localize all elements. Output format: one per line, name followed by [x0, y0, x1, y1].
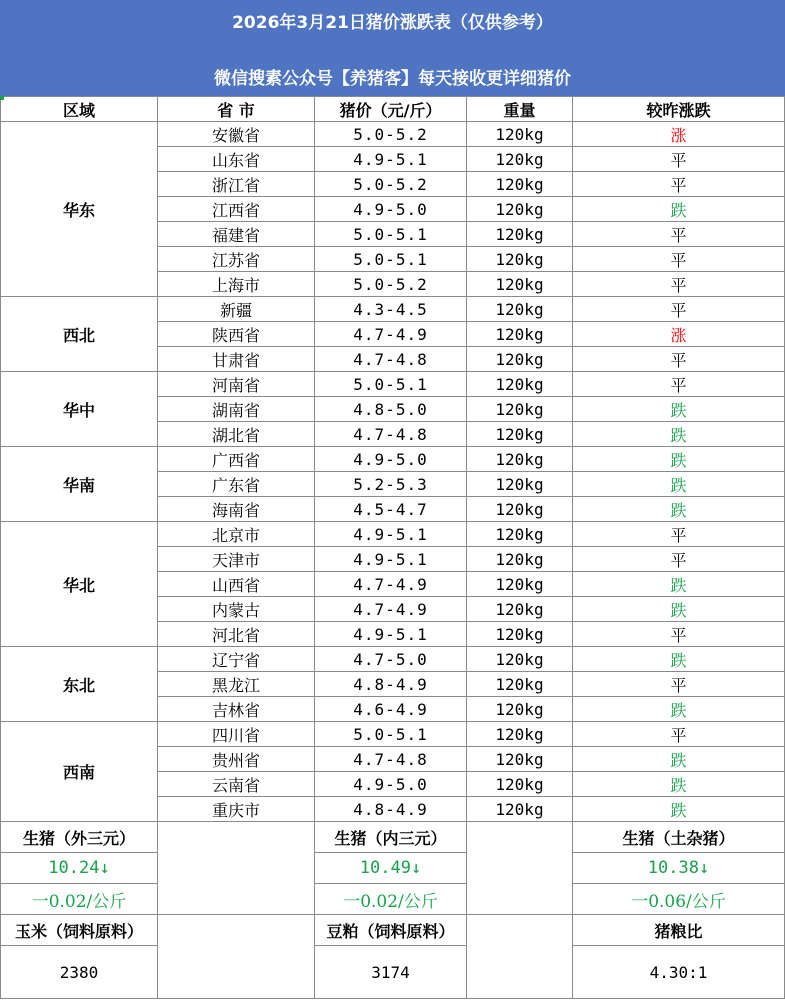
weight-cell: 120kg — [467, 497, 573, 522]
table-row — [1, 447, 785, 472]
hog-outer-label: 生猪（外三元） — [1, 822, 158, 853]
change-cell: 跌 — [573, 747, 785, 772]
province-cell: 湖北省 — [158, 422, 315, 447]
price-cell: 4.9-5.1 — [315, 547, 467, 572]
summary-price-row — [1, 853, 785, 884]
change-cell: 跌 — [573, 597, 785, 622]
weight-cell: 120kg — [467, 472, 573, 497]
price-cell: 5.0-5.1 — [315, 372, 467, 397]
summary-blank-cell — [467, 822, 573, 915]
hog-native-change: 一0.06/公斤 — [573, 884, 785, 915]
province-cell: 广东省 — [158, 472, 315, 497]
weight-cell: 120kg — [467, 647, 573, 672]
change-cell: 跌 — [573, 197, 785, 222]
change-cell: 跌 — [573, 472, 785, 497]
weight-cell: 120kg — [467, 122, 573, 147]
header-region: 区域 — [1, 97, 158, 122]
region-name: 西南 — [1, 722, 158, 822]
price-cell: 5.0-5.2 — [315, 272, 467, 297]
province-cell: 山西省 — [158, 572, 315, 597]
price-cell: 5.0-5.1 — [315, 247, 467, 272]
province-cell: 北京市 — [158, 522, 315, 547]
price-cell: 4.8-4.9 — [315, 672, 467, 697]
weight-cell: 120kg — [467, 272, 573, 297]
table-row — [1, 297, 785, 322]
province-cell: 吉林省 — [158, 697, 315, 722]
price-cell: 4.5-4.7 — [315, 497, 467, 522]
header-weight: 重量 — [467, 97, 573, 122]
change-cell: 跌 — [573, 572, 785, 597]
region-name: 华中 — [1, 372, 158, 447]
price-table-body — [1, 97, 785, 822]
weight-cell: 120kg — [467, 297, 573, 322]
price-cell: 4.9-5.0 — [315, 447, 467, 472]
price-cell: 4.6-4.9 — [315, 697, 467, 722]
price-cell: 4.7-4.9 — [315, 322, 467, 347]
price-cell: 4.7-5.0 — [315, 647, 467, 672]
hog-inner-label: 生猪（内三元） — [315, 822, 467, 853]
weight-cell: 120kg — [467, 747, 573, 772]
price-cell: 4.8-4.9 — [315, 797, 467, 822]
hog-inner-change: 一0.02/公斤 — [315, 884, 467, 915]
price-cell: 4.3-4.5 — [315, 297, 467, 322]
weight-cell: 120kg — [467, 797, 573, 822]
corn-label: 玉米（饲料原料） — [1, 915, 158, 946]
province-cell: 湖南省 — [158, 397, 315, 422]
province-cell: 贵州省 — [158, 747, 315, 772]
province-cell: 四川省 — [158, 722, 315, 747]
province-cell: 山东省 — [158, 147, 315, 172]
province-cell: 辽宁省 — [158, 647, 315, 672]
change-cell: 平 — [573, 272, 785, 297]
province-cell: 内蒙古 — [158, 597, 315, 622]
price-cell: 4.7-4.9 — [315, 597, 467, 622]
change-cell: 平 — [573, 522, 785, 547]
change-cell: 平 — [573, 297, 785, 322]
province-cell: 安徽省 — [158, 122, 315, 147]
price-cell: 5.0-5.2 — [315, 172, 467, 197]
header-price: 猪价（元/斤） — [315, 97, 467, 122]
weight-cell: 120kg — [467, 772, 573, 797]
price-cell: 5.0-5.1 — [315, 222, 467, 247]
change-cell: 平 — [573, 722, 785, 747]
region-name: 华北 — [1, 522, 158, 647]
change-cell: 平 — [573, 622, 785, 647]
weight-cell: 120kg — [467, 372, 573, 397]
weight-cell: 120kg — [467, 397, 573, 422]
price-cell: 5.2-5.3 — [315, 472, 467, 497]
summary-blank-cell — [158, 915, 315, 999]
province-cell: 重庆市 — [158, 797, 315, 822]
feed-label-row — [1, 915, 785, 946]
weight-cell: 120kg — [467, 347, 573, 372]
ratio-label: 猪粮比 — [573, 915, 785, 946]
change-cell: 平 — [573, 547, 785, 572]
province-cell: 浙江省 — [158, 172, 315, 197]
ratio-value: 4.30:1 — [573, 946, 785, 999]
province-cell: 天津市 — [158, 547, 315, 572]
price-cell: 4.9-5.1 — [315, 622, 467, 647]
weight-cell: 120kg — [467, 247, 573, 272]
price-cell: 4.8-5.0 — [315, 397, 467, 422]
table-row — [1, 122, 785, 147]
soymeal-value: 3174 — [315, 946, 467, 999]
header-row — [1, 97, 785, 122]
soymeal-label: 豆粕（饲料原料） — [315, 915, 467, 946]
page-subtitle: 微信搜素公众号【养猪客】每天接收更详细猪价 — [214, 69, 571, 89]
change-cell: 平 — [573, 247, 785, 272]
corn-value: 2380 — [1, 946, 158, 999]
province-cell: 江苏省 — [158, 247, 315, 272]
table-row — [1, 522, 785, 547]
change-cell: 跌 — [573, 647, 785, 672]
weight-cell: 120kg — [467, 697, 573, 722]
summary-blank-cell — [467, 915, 573, 999]
weight-cell: 120kg — [467, 597, 573, 622]
price-cell: 4.7-4.8 — [315, 422, 467, 447]
hog-native-label: 生猪（土杂猪） — [573, 822, 785, 853]
hog-outer-price: 10.24↓ — [1, 853, 158, 884]
summary-label-row — [1, 822, 785, 853]
table-row — [1, 647, 785, 672]
change-cell: 跌 — [573, 447, 785, 472]
header-province: 省 市 — [158, 97, 315, 122]
price-cell: 4.7-4.8 — [315, 747, 467, 772]
province-cell: 海南省 — [158, 497, 315, 522]
weight-cell: 120kg — [467, 222, 573, 247]
region-name: 华东 — [1, 122, 158, 297]
weight-cell: 120kg — [467, 522, 573, 547]
price-cell: 4.9-5.1 — [315, 147, 467, 172]
province-cell: 云南省 — [158, 772, 315, 797]
weight-cell: 120kg — [467, 572, 573, 597]
weight-cell: 120kg — [467, 322, 573, 347]
price-cell: 5.0-5.1 — [315, 722, 467, 747]
hog-native-price: 10.38↓ — [573, 853, 785, 884]
change-cell: 跌 — [573, 397, 785, 422]
summary-change-row — [1, 884, 785, 915]
weight-cell: 120kg — [467, 672, 573, 697]
region-name: 东北 — [1, 647, 158, 722]
province-cell: 河北省 — [158, 622, 315, 647]
price-cell: 4.7-4.9 — [315, 572, 467, 597]
table-row — [1, 722, 785, 747]
province-cell: 河南省 — [158, 372, 315, 397]
weight-cell: 120kg — [467, 197, 573, 222]
province-cell: 福建省 — [158, 222, 315, 247]
change-cell: 平 — [573, 672, 785, 697]
change-cell: 涨 — [573, 322, 785, 347]
feed-value-row — [1, 946, 785, 999]
change-cell: 跌 — [573, 772, 785, 797]
change-cell: 平 — [573, 372, 785, 397]
header-change: 较昨涨跌 — [573, 97, 785, 122]
summary-section — [1, 822, 785, 999]
weight-cell: 120kg — [467, 447, 573, 472]
province-cell: 黑龙江 — [158, 672, 315, 697]
province-cell: 上海市 — [158, 272, 315, 297]
change-cell: 平 — [573, 172, 785, 197]
price-cell: 5.0-5.2 — [315, 122, 467, 147]
weight-cell: 120kg — [467, 622, 573, 647]
change-cell: 跌 — [573, 697, 785, 722]
hog-inner-price: 10.49↓ — [315, 853, 467, 884]
weight-cell: 120kg — [467, 147, 573, 172]
change-cell: 跌 — [573, 422, 785, 447]
weight-cell: 120kg — [467, 422, 573, 447]
province-cell: 陕西省 — [158, 322, 315, 347]
region-name: 西北 — [1, 297, 158, 372]
weight-cell: 120kg — [467, 722, 573, 747]
region-name: 华南 — [1, 447, 158, 522]
province-cell: 甘肃省 — [158, 347, 315, 372]
price-cell: 4.9-5.0 — [315, 772, 467, 797]
cell-corner-mark — [0, 96, 4, 100]
price-cell: 4.7-4.8 — [315, 347, 467, 372]
price-cell: 4.9-5.0 — [315, 197, 467, 222]
change-cell: 跌 — [573, 497, 785, 522]
change-cell: 平 — [573, 347, 785, 372]
weight-cell: 120kg — [467, 547, 573, 572]
hog-outer-change: 一0.02/公斤 — [1, 884, 158, 915]
title-banner — [0, 0, 785, 96]
price-table — [0, 96, 785, 999]
province-cell: 广西省 — [158, 447, 315, 472]
price-cell: 4.9-5.1 — [315, 522, 467, 547]
page-title: 2026年3月21日猪价涨跌表（仅供参考） — [232, 13, 553, 33]
province-cell: 新疆 — [158, 297, 315, 322]
province-cell: 江西省 — [158, 197, 315, 222]
summary-blank-cell — [158, 822, 315, 915]
change-cell: 平 — [573, 147, 785, 172]
table-row — [1, 372, 785, 397]
weight-cell: 120kg — [467, 172, 573, 197]
change-cell: 平 — [573, 222, 785, 247]
change-cell: 跌 — [573, 797, 785, 822]
change-cell: 涨 — [573, 122, 785, 147]
